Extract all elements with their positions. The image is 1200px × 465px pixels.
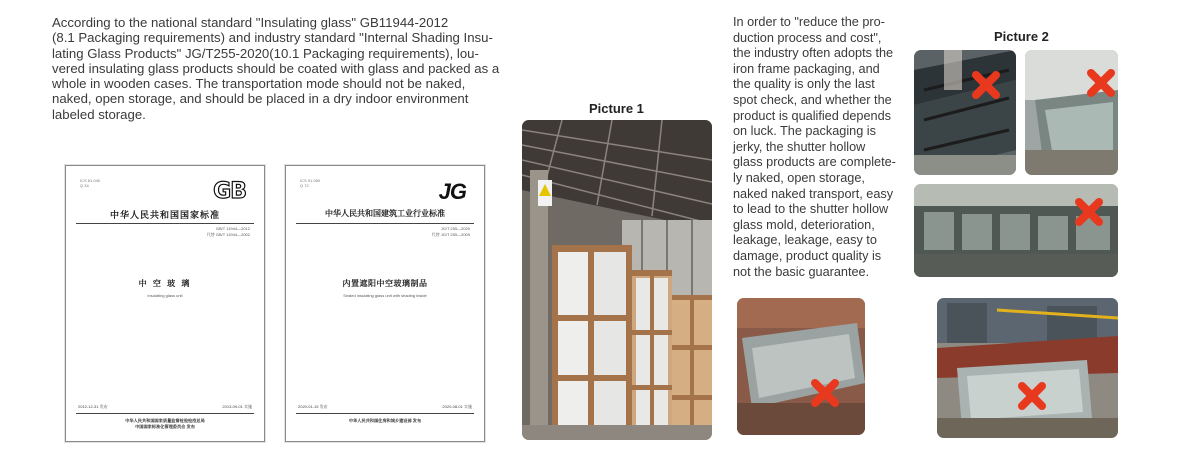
text-line: vered insulating glass products should be coated with glass and packed as a (52, 60, 500, 76)
doc-issuer: 中华人民共和国住房和城乡建设部 发布 (348, 418, 422, 423)
text-line: the quality is only the last (733, 77, 875, 92)
text-line: whole in wooden cases. The transportation mode should not be naked, (52, 76, 466, 92)
text-line: leakage, leakage, easy to (733, 233, 877, 248)
text-line: spot check, and whether the (733, 92, 892, 107)
text-line: (8.1 Packaging requirements) and industry standard "Internal Shading Insu- (52, 30, 493, 46)
doc-issue-date: 2012-12-31 发布 (78, 404, 108, 409)
open-storage-yard-photo (914, 184, 1118, 277)
gb-standard-cover (65, 165, 265, 442)
jg-standard-cover (285, 165, 485, 442)
text-line: jerky, the shutter hollow (733, 139, 866, 154)
picture-1-caption: Picture 1 (589, 101, 644, 116)
doc-std-number: GB/T 11944—2012 代替 GB/T 11944—2002 (206, 226, 250, 237)
doc-top-code: ICS 81.040 Q 34 (80, 178, 101, 188)
text-line: According to the national standard "Insulating glass" GB11944-2012 (52, 15, 449, 30)
text-line: product is qualified depends (733, 108, 891, 123)
doc-rule (76, 413, 254, 414)
doc-top-code: ICS 91.060 Q 72 (300, 178, 321, 188)
x-mark-icon (970, 69, 1002, 101)
picture-2-caption: Picture 2 (994, 29, 1049, 44)
jg-logo: JG (438, 179, 466, 204)
standards-paragraph (52, 15, 512, 122)
iron-frame-paragraph (733, 15, 909, 280)
doc-rule (76, 223, 254, 224)
construction-site-glass-photo (937, 298, 1118, 438)
doc-title-cn: 内置遮阳中空玻璃制品 (342, 279, 428, 288)
text-line: not the basic guarantee. (733, 264, 870, 279)
text-line: on luck. The packaging is (733, 124, 876, 139)
text-line: lating Glass Products" JG/T255-2020(10.1 Packaging requirements), lou- (52, 45, 479, 61)
text-line: naked naked transport, easy (733, 186, 894, 201)
gb-logo: GB (213, 179, 246, 204)
doc-org-title: 中华人民共和国建筑工业行业标准 (325, 209, 445, 218)
doc-issue-date: 2020-01-15 发布 (298, 404, 328, 409)
text-line: naked, open storage, and should be placed in a dry indoor environment (52, 91, 469, 107)
text-line: the industry often adopts the (733, 46, 894, 61)
text-line: In order to "reduce the pro- (733, 15, 885, 29)
stacked-glass-on-ground-photo (1025, 50, 1118, 175)
x-mark-icon (1073, 196, 1105, 228)
doc-org-title: 中华人民共和国国家标准 (109, 210, 220, 220)
text-line: iron frame packaging, and (733, 61, 880, 76)
doc-title-cn: 中 空 玻 璃 (138, 279, 192, 288)
text-line: ly naked, open storage, (733, 170, 865, 185)
doc-issuer: 中华人民共和国国家质量监督检验检疫总局 中国国家标准化管理委员会 发布 (125, 418, 205, 429)
doc-rule (296, 413, 474, 414)
naked-glass-on-rubble-photo (737, 298, 865, 435)
text-line: labeled storage. (52, 106, 146, 122)
text-line: to lead to the shutter hollow (733, 202, 889, 217)
warehouse-wooden-crates-photo (522, 120, 712, 440)
iron-frame-glass-photo (914, 50, 1016, 175)
x-mark-icon (1085, 67, 1117, 99)
doc-std-number: JG/T 255—2020 代替 JG/T 255—2009 (431, 226, 470, 237)
x-mark-icon (809, 377, 841, 409)
doc-rule (296, 223, 474, 224)
text-line: glass products are complete- (733, 155, 896, 170)
text-line: damage, product quality is (733, 248, 882, 263)
text-line: glass mold, deterioration, (733, 217, 875, 232)
doc-title-en: Sealed insulating glass unit with shading inside (343, 293, 427, 298)
doc-effective-date: 2013-09-01 实施 (222, 404, 252, 409)
text-line: duction process and cost", (733, 30, 882, 45)
doc-effective-date: 2020-08-01 实施 (442, 404, 472, 409)
x-mark-icon (1016, 380, 1048, 412)
doc-title-en: Insulating glass unit (147, 293, 183, 298)
